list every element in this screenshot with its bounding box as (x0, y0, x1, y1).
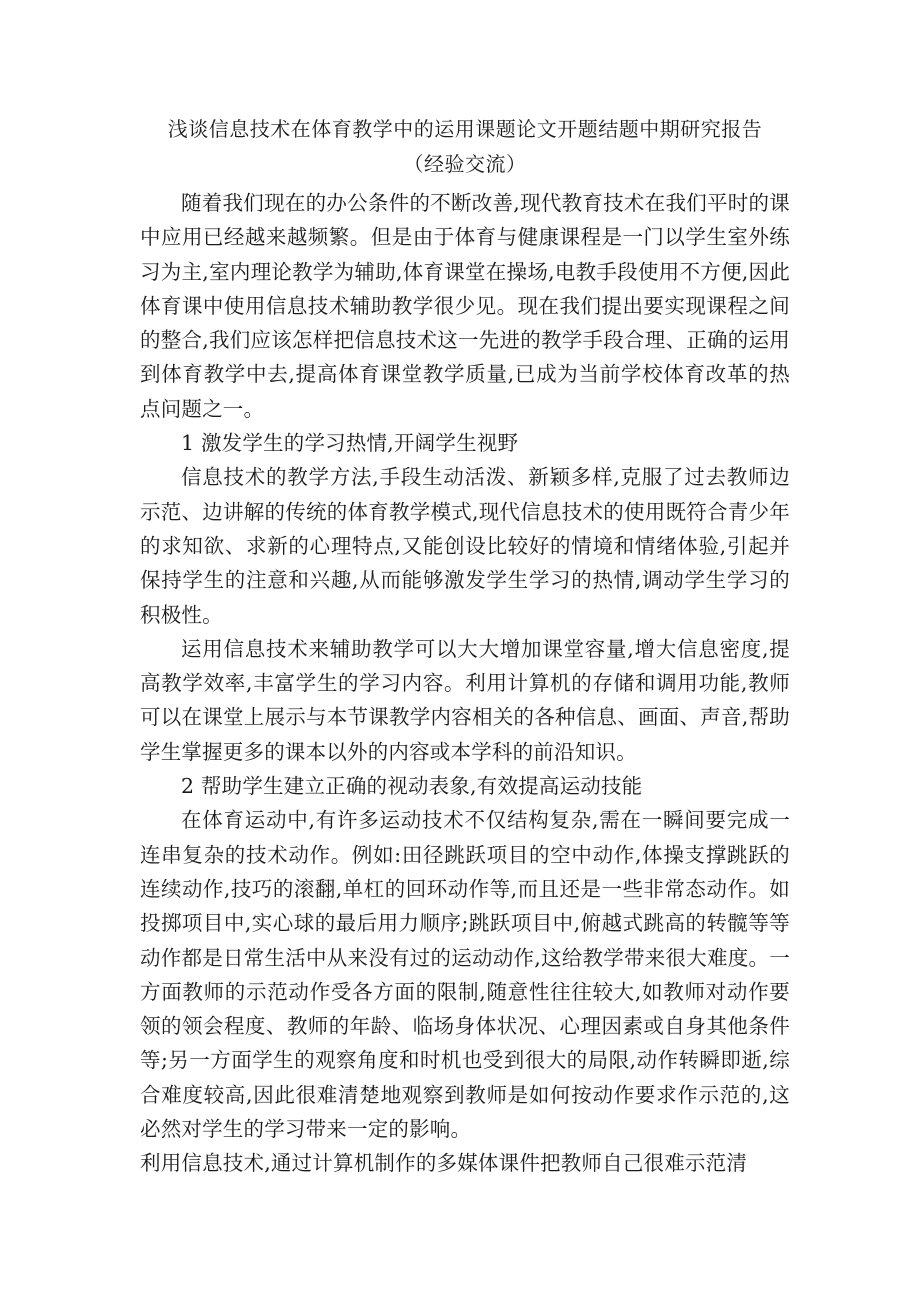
section-heading-2: 2 帮助学生建立正确的视动表象,有效提高运动技能 (181, 774, 643, 799)
paragraph-section1-a: 信息技术的教学方法,手段生动活泼、新颖多样,克服了过去教师边示范、边讲解的传统的体育教学模式,现代信息技术的使用既符合青少年的求知欲、求新的心理特点,又能创设比较好的情境和情绪体验,引起并保持学生的注意和兴趣,从而能够激发学生学习的热情,调动学生学习的积极性。 (140, 465, 790, 627)
paragraph-section2-b: 利用信息技术,通过计算机制作的多媒体课件把教师自己很难示范清 (140, 1151, 748, 1176)
document-title (140, 112, 790, 182)
paragraph-section1-b: 运用信息技术来辅助教学可以大大增加课堂容量,增大信息密度,提高教学效率,丰富学生的学习内容。利用计算机的存储和调用功能,教师可以在课堂上展示与本节课教学内容相关的各种信息、画面、声音,帮助学生掌握更多的课本以外的内容或本学科的前沿知识。 (140, 636, 790, 764)
paragraph-intro: 随着我们现在的办公条件的不断改善,现代教育技术在我们平时的课中应用已经越来越频繁。但是由于体育与健康课程是一门以学生室外练习为主,室内理论教学为辅助,体育课堂在操场,电教手段使用不方便,因此体育课中使用信息技术辅助教学很少见。现在我们提出要实现课程之间的整合,我们应该怎样把信息技术这一先进的教学手段合理、正确的运用到体育教学中去,提高体育课堂教学质量,已成为当前学校体育改革的热点问题之一。 (140, 191, 790, 421)
paragraph-section2-a: 在体育运动中,有许多运动技术不仅结构复杂,需在一瞬间要完成一连串复杂的技术动作。例如:田径跳跃项目的空中动作,体操支撑跳跃的连续动作,技巧的滚翻,单杠的回环动作等,而且还是一些非常态动作。如投掷项目中,实心球的最后用力顺序;跳跃项目中,俯越式跳高的转髋等等动作都是日常生活中从来没有过的运动动作,这给教学带来很大难度。一方面教师的示范动作受各方面的限制,随意性往往较大,如教师对动作要领的领会程度、教师的年龄、临场身体状况、心理因素或自身其他条件等;另一方面学生的观察角度和时机也受到很大的局限,动作转瞬即逝,综合难度较高,因此很难清楚地观察到教师是如何按动作要求作示范的,这必然对学生的学习带来一定的影响。 (140, 808, 790, 1142)
title-line-1: 浅谈信息技术在体育教学中的运用课题论文开题结题中期研究报告 (167, 117, 763, 141)
section-heading-1: 1 激发学生的学习热情,开阔学生视野 (181, 431, 519, 456)
title-line-2: （经验交流） (403, 152, 527, 176)
